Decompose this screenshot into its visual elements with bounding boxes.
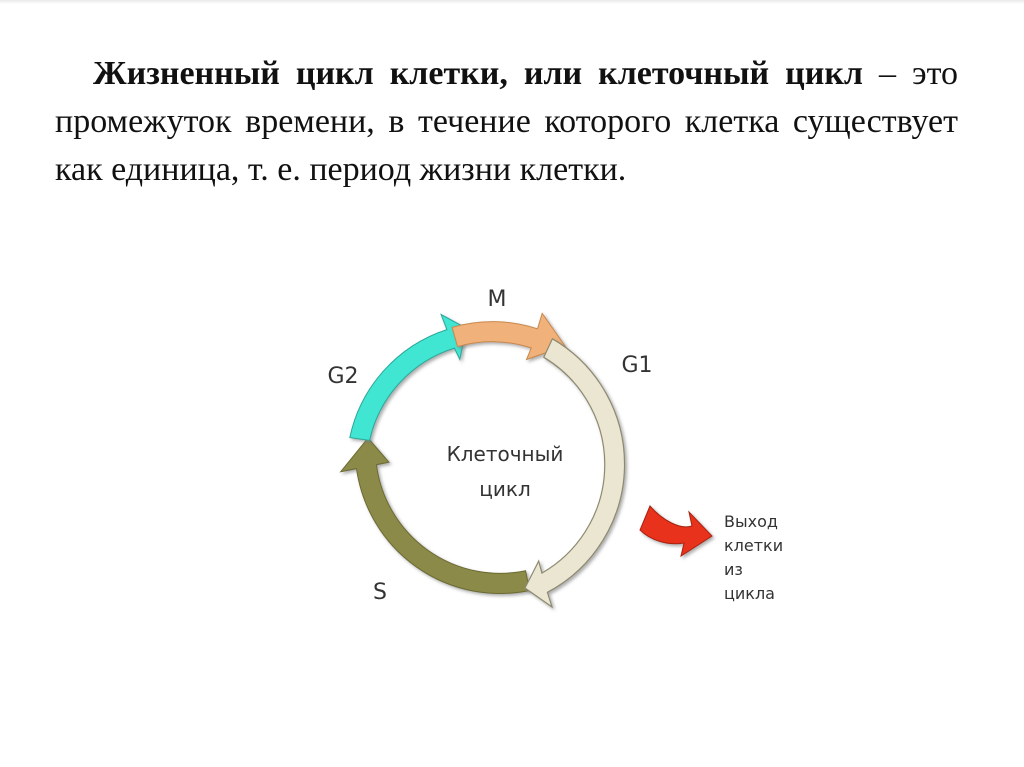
exit-label-line3: из: [724, 560, 743, 579]
phase-label-g2: G2: [327, 364, 359, 389]
center-label-line1: Клеточный: [446, 442, 564, 466]
g2-phase-arrow: [350, 315, 466, 441]
exit-arrow: [640, 506, 712, 556]
phase-label-g1: G1: [621, 353, 653, 378]
definition-text: – это промежуток времени, в течение которого клетка существует как единица, т. е. период жизни клетки.: [55, 55, 958, 188]
phase-label-s: S: [373, 580, 387, 605]
exit-label-line1: Выход: [724, 512, 778, 531]
definition-term: Жизненный цикл клетки, или клеточный цикл: [93, 55, 863, 92]
phase-label-m: M: [487, 287, 507, 312]
center-label-line2: цикл: [479, 477, 531, 501]
exit-label-line2: клетки: [724, 536, 784, 555]
g1-phase-arrow: [525, 339, 625, 607]
exit-label-line4: цикла: [724, 584, 775, 603]
